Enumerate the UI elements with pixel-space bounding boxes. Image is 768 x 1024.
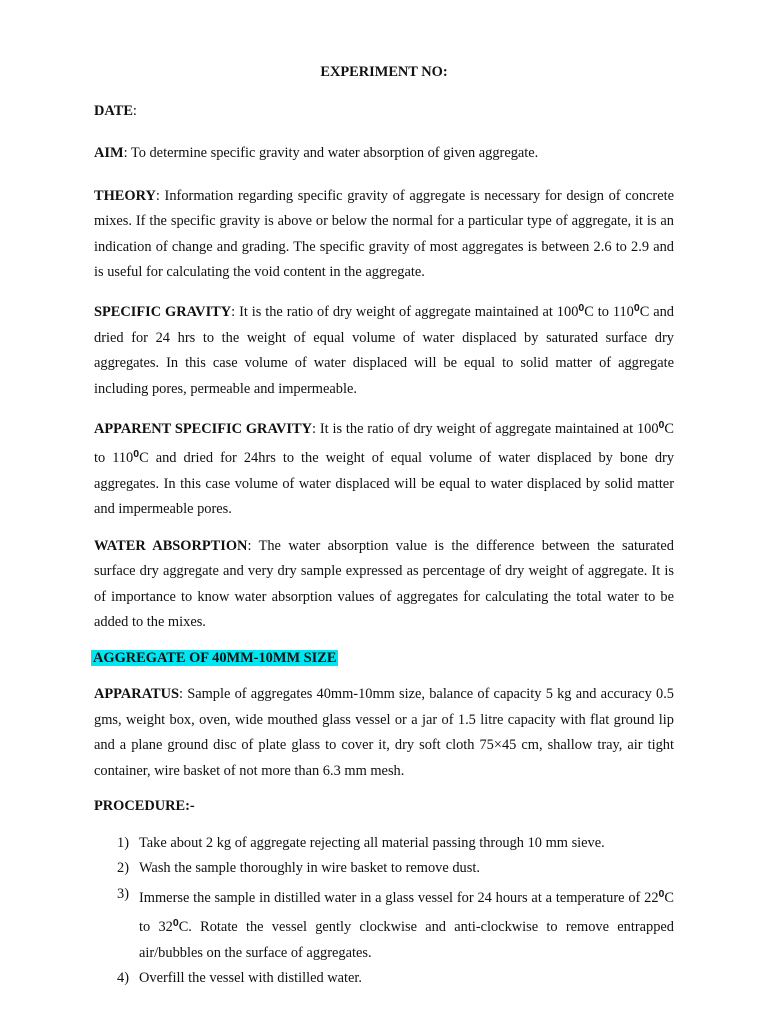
step-text: Take about 2 kg of aggregate rejecting all material passing through 10 mm sieve. (139, 834, 605, 851)
theory-text: : Information regarding specific gravity of aggregate is necessary for design of concrete mixes. If the specific gravity is above or below the normal for a particular type of aggregate, it is an indication of change and grading. The specific gravity of most aggregates is between 2.6 to 2.9 and is useful for calculating the void content in the aggregate. (94, 187, 674, 281)
date-label: DATE (94, 103, 133, 119)
step-text-3: C. Rotate the vessel gently clockwise and anti-clockwise to remove entrapped air/bubbles on the surface of aggregates. (139, 919, 674, 961)
section-heading-highlight: AGGREGATE OF 40MM-10MM SIZE (93, 650, 337, 667)
apparent-specific-gravity-text-1: : It is the ratio of dry weight of aggregate maintained at 100 (311, 421, 659, 438)
specific-gravity-text-2: C to 110 (584, 304, 634, 321)
specific-gravity-text-3: C and dried for 24 hrs to the weight of equal volume of water displaced by saturated surface dry aggregates. In this case volume of water displaced will be equal to solid matter of aggregate including pores, permeable and impermeable. (94, 304, 674, 397)
step-text: Wash the sample thoroughly in wire basket to remove dust. (139, 860, 480, 877)
theory-label: THEORY (94, 187, 156, 204)
date-suffix: : (132, 103, 137, 119)
apparent-specific-gravity-label: APPARENT SPECIFIC GRAVITY (94, 421, 312, 438)
step-text-1: Immerse the sample in distilled water in a glass vessel for 24 hours at a temperature of 22 (139, 889, 659, 906)
degree-superscript: 0 (658, 419, 665, 432)
specific-gravity-label: SPECIFIC GRAVITY (94, 304, 232, 321)
specific-gravity-text-1: : It is the ratio of dry weight of aggregate maintained at 100 (231, 304, 579, 321)
procedure-step (94, 856, 674, 882)
procedure-step (94, 966, 674, 992)
apparatus-text: : Sample of aggregates 40mm-10mm size, balance of capacity 5 kg and accuracy 0.5 gms, weight box, oven, wide mouthed glass vessel or a jar of 1.5 litre capacity with flat ground lip and a plane ground disc of plate glass to cover it, dry soft cloth 75×45 cm, shallow tray, air tight container, wire basket of not more than 6.3 mm mesh. (94, 686, 674, 779)
water-absorption-label: WATER ABSORPTION (94, 537, 248, 554)
degree-superscript: 0 (172, 917, 179, 930)
step-number: 4) (117, 970, 129, 987)
water-absorption-paragraph (94, 534, 674, 636)
theory-paragraph (94, 184, 674, 286)
water-absorption-text: : The water absorption value is the difference between the saturated surface dry aggregate and very dry sample expressed as percentage of dry weight of aggregate. It is of importance to know water absorption values of aggregates for calculating the total water to be added to the mixes. (94, 537, 674, 630)
procedure-step (94, 831, 674, 857)
apparatus-label: APPARATUS (94, 686, 180, 703)
apparent-specific-gravity-text-2: C to 110 (94, 421, 674, 467)
aim-paragraph (94, 141, 674, 166)
date-line (94, 99, 674, 124)
section-heading-line (91, 646, 674, 671)
step-number: 1) (117, 834, 129, 851)
step-text: Overfill the vessel with distilled water. (139, 970, 363, 987)
step-number: 2) (117, 860, 129, 877)
procedure-step (94, 882, 674, 967)
degree-superscript: 0 (658, 887, 665, 900)
apparent-specific-gravity-paragraph (94, 413, 674, 523)
degree-superscript: 0 (633, 302, 640, 315)
page-title: EXPERIMENT NO: (320, 64, 448, 80)
step-text-2: C to 32 (139, 889, 674, 936)
apparatus-paragraph (94, 682, 674, 784)
apparent-specific-gravity-text-3: C and dried for 24hrs to the weight of equal volume of water displaced by bone dry aggregates. In this case volume of water displaced will be equal to water displaced by solid matter and impermeable pores. (94, 450, 675, 518)
aim-text: : To determine specific gravity and water absorption of given aggregate. (123, 145, 539, 162)
procedure-list (94, 831, 674, 992)
degree-superscript: 0 (133, 448, 140, 461)
step-number: 3) (117, 885, 129, 902)
aim-label: AIM (94, 145, 124, 162)
degree-superscript: 0 (578, 302, 585, 315)
procedure-heading: PROCEDURE:- (94, 797, 195, 814)
specific-gravity-paragraph (94, 296, 674, 402)
